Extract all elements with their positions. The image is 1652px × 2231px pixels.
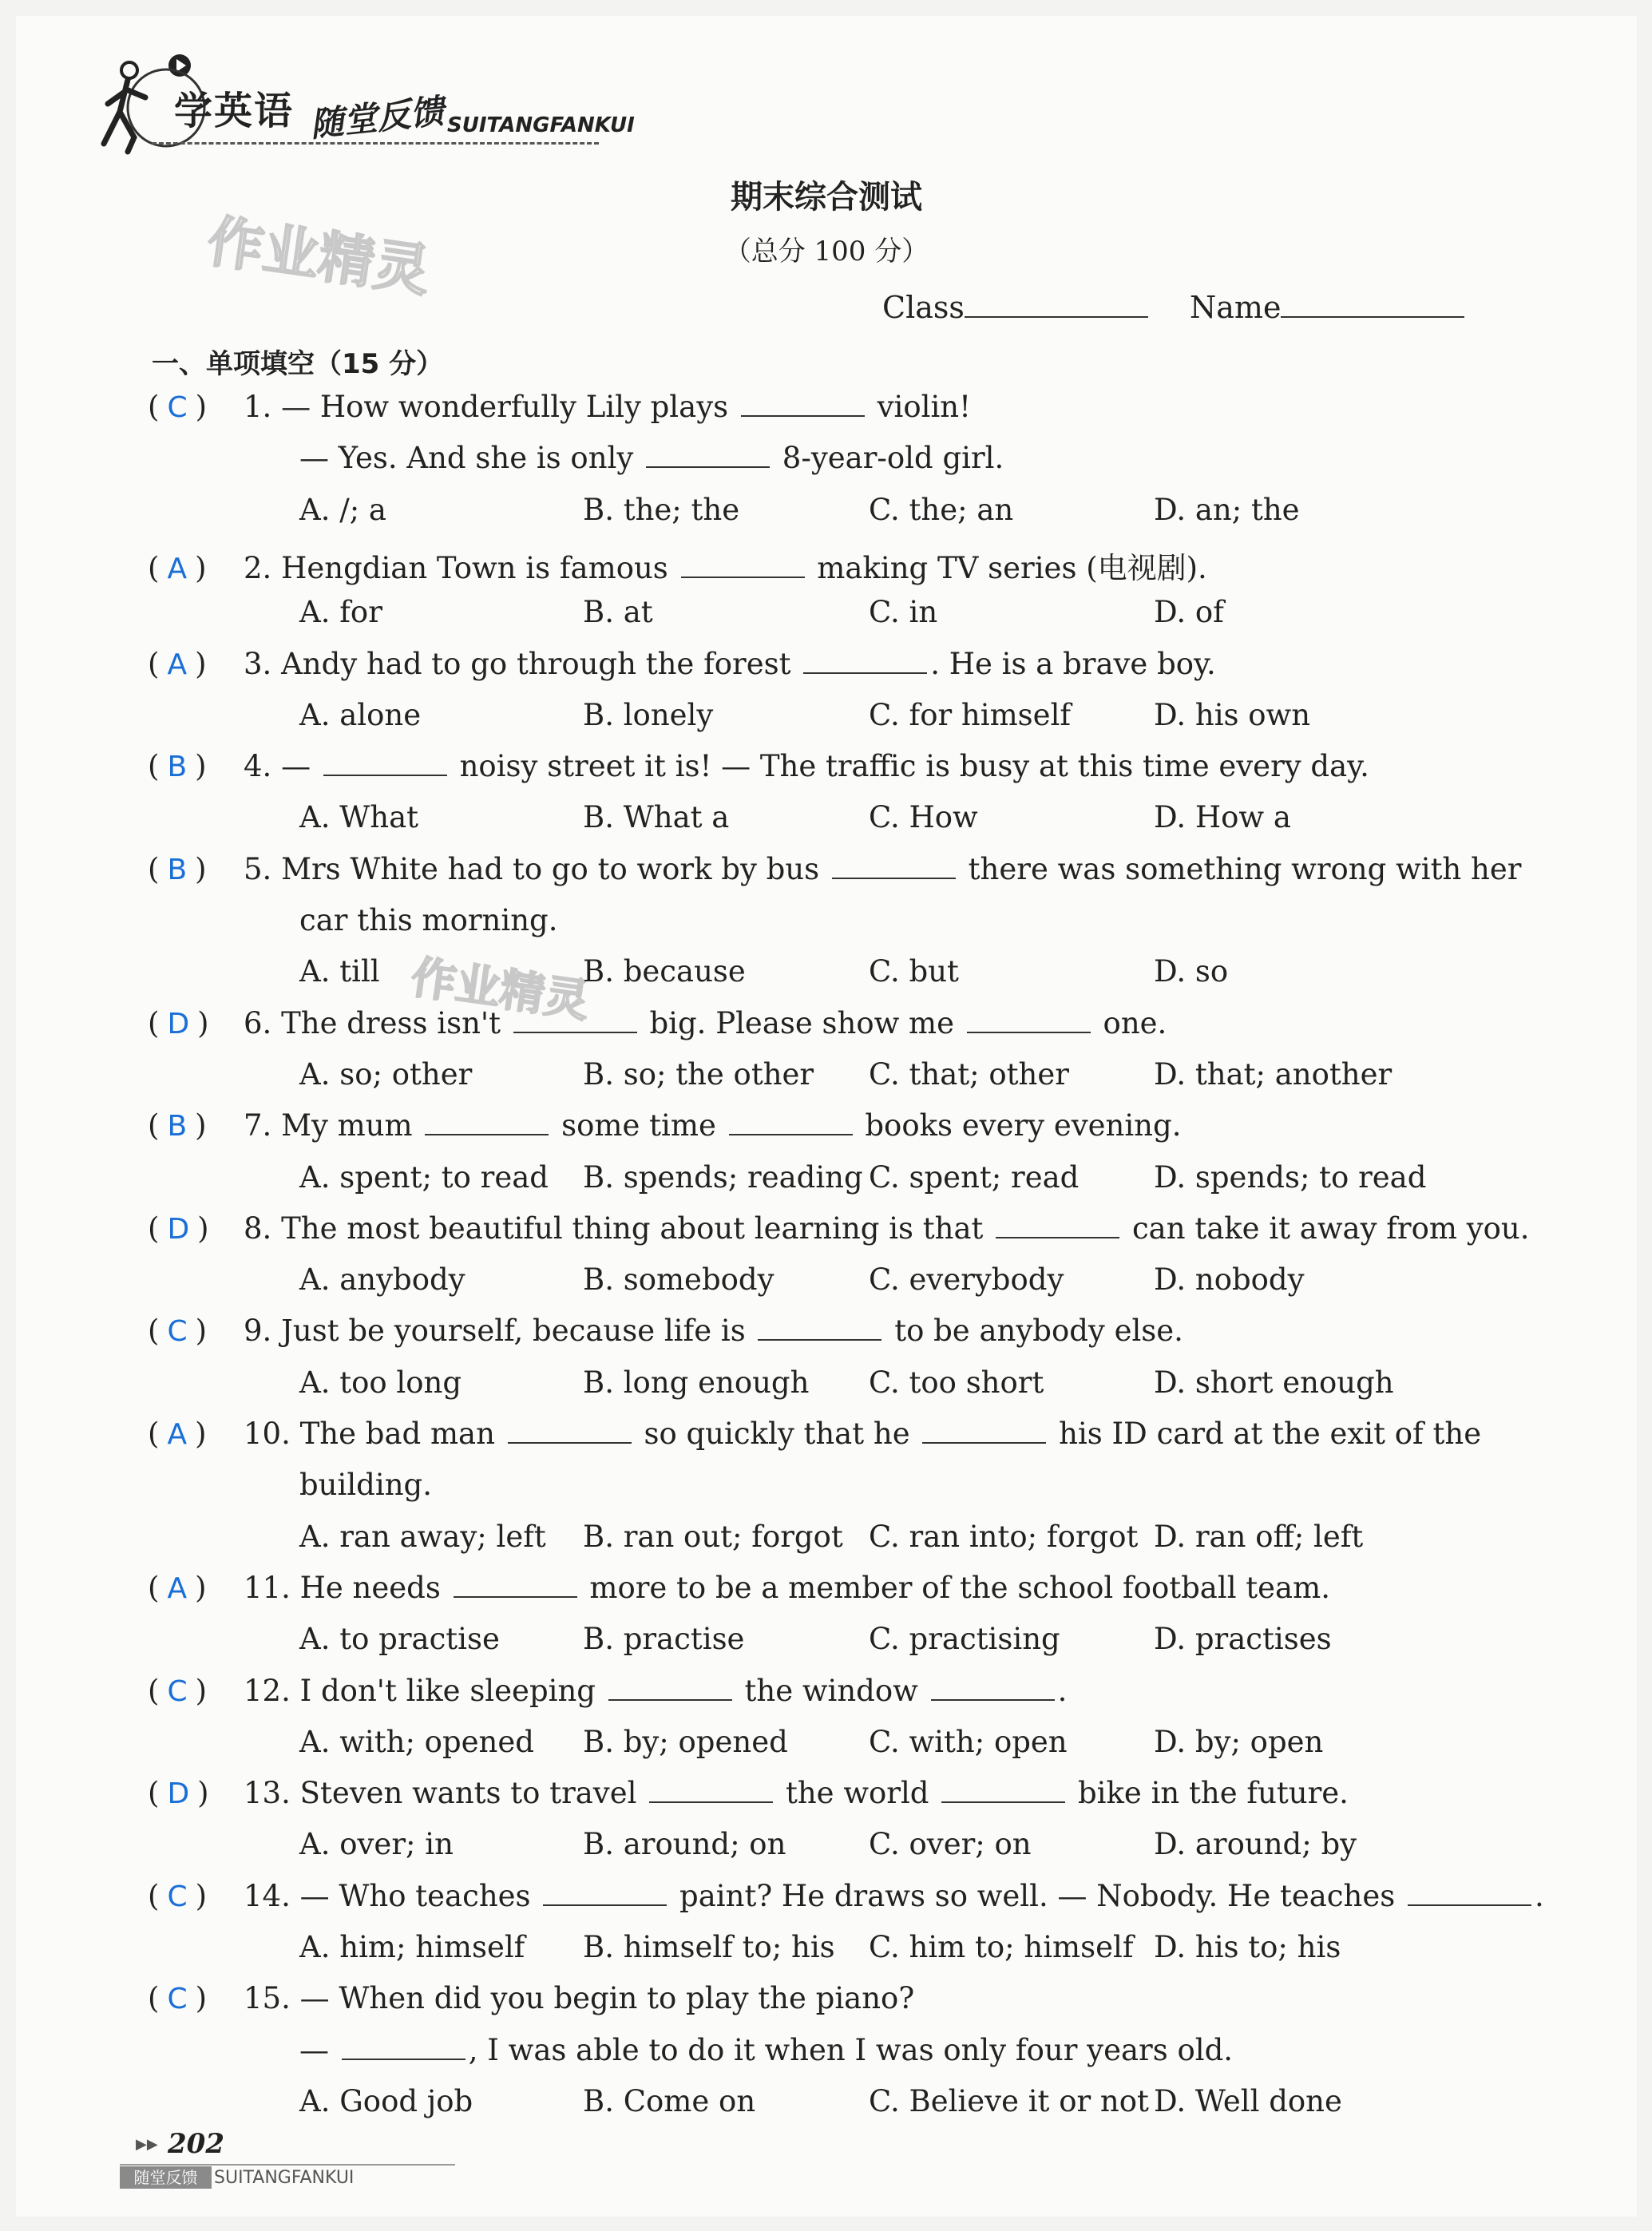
question-text: — [299,2032,339,2067]
question-text: violin! [867,390,971,424]
question-text: paint? He draws so well. — Nobody. He teaches [670,1878,1405,1913]
question-text: , I was able to do it when I was only four years old. [468,2032,1234,2067]
option-c: C. with; open [869,1724,1068,1759]
answer-bracket: ( D ) [148,1776,209,1811]
answer-blank[interactable] [729,1110,853,1135]
question-10-continued [299,1468,432,1502]
question-number: 9. [244,1314,282,1349]
question-11 [148,1571,1330,1605]
option-b: B. himself to; his [583,1930,835,1964]
answer-bracket: ( C ) [148,1314,208,1349]
question-text: I don't like sleeping [299,1673,605,1708]
answer-letter: C [167,1880,188,1913]
option-c: C. in [869,595,938,630]
option-a: A. so; other [299,1056,473,1092]
answer-letter: C [167,391,188,424]
question-15-continued [299,2033,1233,2067]
question-7 [148,1108,1181,1143]
option-c: C. that; other [869,1056,1069,1092]
option-c: C. the; an [869,492,1014,527]
page-subtitle: （总分 100 分） [723,236,929,267]
option-d: D. around; by [1154,1827,1357,1862]
option-b: B. the; the [583,492,740,527]
question-text: more to be a member of the school football team. [580,1570,1330,1605]
question-text: — When did you begin to play the piano? [299,1981,915,2016]
answer-blank[interactable] [649,1777,773,1803]
option-c: C. ran into; forgot [869,1519,1139,1554]
answer-bracket: ( B ) [148,749,207,784]
answer-bracket: ( C ) [148,1981,208,2016]
answer-blank[interactable] [832,854,956,879]
answer-blank[interactable] [931,1675,1055,1701]
option-b: B. by; opened [583,1724,788,1759]
answer-bracket: ( A ) [148,646,207,681]
question-4 [148,749,1369,783]
answer-bracket: ( C ) [148,390,208,424]
option-d: D. that; another [1154,1056,1393,1092]
question-number: 3. [244,646,282,681]
section-heading: 一、单项填空（15 分） [152,348,444,380]
question-text: so quickly that he [634,1417,920,1451]
question-text: Mrs White had to go to work by bus [281,851,829,886]
answer-blank[interactable] [681,553,805,578]
question-number: 2. [244,550,282,585]
question-text: bike in the future. [1068,1776,1349,1811]
answer-letter: D [167,1212,190,1246]
question-12 [148,1674,1067,1708]
answer-blank[interactable] [922,1418,1046,1444]
question-text: Just be yourself, because life is [281,1314,755,1349]
option-d: D. by; open [1154,1724,1324,1759]
question-3 [148,647,1216,681]
arrow-icon: ▶▶ [136,2136,158,2153]
answer-blank[interactable] [425,1110,549,1135]
footer-label: 随堂反馈 [120,2166,212,2189]
answer-bracket: ( C ) [148,1673,208,1708]
answer-blank[interactable] [1408,1880,1531,1906]
question-text: Steven wants to travel [299,1776,647,1811]
option-b: B. lonely [583,697,714,732]
answer-bracket: ( C ) [148,1878,208,1913]
question-number: 12. [244,1673,300,1708]
answer-letter: D [167,1007,190,1040]
page-title: 期末综合测试 [731,179,922,216]
question-text: building. [299,1468,432,1503]
option-c: C. Believe it or not [869,2083,1149,2118]
question-text: one. [1093,1005,1167,1040]
option-b: B. because [583,954,746,989]
answer-bracket: ( B ) [148,851,207,886]
option-a: A. spent; to read [299,1159,549,1195]
option-b: B. long enough [583,1365,810,1400]
question-number: 14. [244,1878,300,1913]
option-a: A. alone [299,697,422,732]
option-d: D. spends; to read [1154,1159,1427,1195]
name-field[interactable] [1190,287,1464,325]
option-d: D. his to; his [1154,1930,1341,1964]
option-b: B. practise [583,1622,745,1657]
option-c: C. too short [869,1365,1044,1400]
answer-bracket: ( B ) [148,1108,207,1143]
question-text: Andy had to go through the forest [281,646,801,681]
question-9 [148,1314,1183,1348]
question-text: — [281,749,320,784]
option-b: B. around; on [583,1827,786,1862]
question-6 [148,1006,1167,1040]
option-a: A. for [299,595,382,630]
answer-letter: B [167,853,188,886]
answer-letter: D [167,1777,190,1811]
question-number: 7. [244,1108,282,1143]
answer-bracket: ( D ) [148,1211,209,1246]
option-b: B. at [583,595,653,630]
answer-blank[interactable] [741,391,865,417]
option-a: A. him; himself [299,1930,525,1964]
question-13 [148,1776,1349,1810]
option-a: A. too long [299,1365,462,1400]
watermark: 作业精灵 [407,951,592,1028]
question-2 [148,544,1207,587]
question-text: his ID card at the exit of the [1049,1417,1482,1451]
brand-header [96,48,671,168]
question-number: 1. [244,390,282,424]
option-a: A. till [299,954,380,989]
question-number: 4. [244,749,282,784]
answer-blank[interactable] [513,1008,637,1033]
question-number: 11. [244,1570,300,1605]
question-text: noisy street it is! — The traffic is busy at this time every day. [450,749,1369,784]
question-text: — Who teaches [299,1878,541,1913]
answer-letter: C [167,1983,188,2016]
answer-blank[interactable] [454,1572,577,1598]
answer-letter: B [167,751,188,784]
header-divider [152,142,599,145]
question-text: the world [776,1776,939,1811]
question-number: 6. [244,1005,282,1040]
answer-bracket: ( A ) [148,1570,207,1605]
class-field[interactable] [882,287,1148,325]
question-text: My mum [281,1108,422,1143]
answer-blank[interactable] [996,1213,1119,1238]
class-label: Class [882,290,965,325]
question-text: the window [735,1673,928,1708]
answer-bracket: ( A ) [148,550,207,585]
answer-letter: A [167,1418,188,1451]
question-text: making TV series (电视剧). [807,550,1207,585]
question-text: . [1057,1673,1068,1708]
answer-blank[interactable] [646,442,770,468]
page-number: 202 [168,2128,224,2160]
option-b: B. ran out; forgot [583,1519,843,1554]
question-number: 8. [244,1211,282,1246]
question-text: He needs [299,1570,450,1605]
answer-letter: C [167,1315,188,1349]
option-a: A. with; opened [299,1724,534,1759]
question-text: car this morning. [299,903,558,937]
question-text: The dress isn't [281,1005,510,1040]
exam-page [16,16,1637,2217]
answer-letter: B [167,1110,188,1143]
question-5-continued [299,903,558,937]
answer-blank[interactable] [543,1880,667,1906]
question-14 [148,1879,1544,1913]
question-number: 10. [244,1417,300,1451]
answer-blank[interactable] [758,1315,881,1341]
brand-subtitle: 随堂反馈 [308,91,446,145]
question-text: there was something wrong with her [958,851,1522,886]
option-c: C. spent; read [869,1159,1080,1195]
question-text: some time [552,1108,726,1143]
option-d: D. of [1154,595,1224,630]
question-text: 8-year-old girl. [773,441,1004,476]
option-c: C. him to; himself [869,1930,1134,1964]
question-number: 5. [244,851,282,886]
option-c: C. practising [869,1622,1060,1657]
option-d: D. nobody [1154,1262,1305,1298]
question-number: 15. [244,1981,300,2016]
option-d: D. so [1154,954,1229,989]
option-d: D. How a [1154,800,1291,835]
question-text: Hengdian Town is famous [281,550,678,585]
answer-blank[interactable] [508,1418,632,1444]
answer-blank[interactable] [967,1008,1091,1033]
question-text: — How wonderfully Lily plays [281,390,738,424]
answer-letter: A [167,1571,188,1605]
question-5 [148,852,1521,886]
option-b: B. spends; reading [583,1159,863,1195]
answer-blank[interactable] [608,1675,732,1701]
brand-pinyin: SUITANGFANKUI [447,113,635,137]
answer-bracket: ( A ) [148,1417,207,1451]
option-c: C. over; on [869,1827,1032,1862]
footer-divider [120,2164,455,2166]
option-a: A. anybody [299,1262,465,1298]
question-text: to be anybody else. [885,1314,1183,1349]
question-text: can take it away from you. [1123,1211,1530,1246]
question-1 [148,390,971,424]
question-10 [148,1417,1481,1451]
answer-blank[interactable] [323,751,447,776]
option-c: C. for himself [869,697,1072,732]
answer-bracket: ( D ) [148,1005,209,1040]
question-8 [148,1211,1530,1246]
option-c: C. everybody [869,1262,1064,1298]
question-number: 13. [244,1776,300,1811]
option-a: A. Good job [299,2083,473,2118]
option-a: A. over; in [299,1827,454,1862]
option-a: A. to practise [299,1622,500,1657]
question-text: . He is a brave boy. [930,646,1216,681]
question-text: . [1535,1878,1544,1913]
answer-letter: A [167,552,188,585]
option-b: B. What a [583,800,730,835]
option-d: D. Well done [1154,2083,1342,2118]
option-a: A. ran away; left [299,1519,546,1554]
question-text: big. Please show me [640,1005,964,1040]
option-c: C. but [869,954,959,989]
option-d: D. short enough [1154,1365,1394,1400]
brand-title: 学英语 [174,89,295,133]
answer-letter: A [167,648,188,681]
option-a: A. /; a [299,492,386,527]
option-b: B. so; the other [583,1056,814,1092]
watermark: 作业精灵 [203,208,434,305]
question-text: The most beautiful thing about learning is that [281,1211,993,1246]
footer-pinyin: SUITANGFANKUI [214,2168,355,2188]
option-b: B. somebody [583,1262,774,1298]
option-d: D. ran off; left [1154,1519,1364,1554]
answer-letter: C [167,1674,188,1708]
question-1-continued [299,441,1004,475]
option-d: D. an; the [1154,492,1300,527]
option-c: C. How [869,800,978,835]
option-a: A. What [299,800,419,835]
question-15 [148,1981,914,2015]
option-b: B. Come on [583,2083,756,2118]
answer-blank[interactable] [803,648,927,674]
question-text: — Yes. And she is only [299,441,644,476]
question-text: The bad man [299,1417,505,1451]
option-d: D. practises [1154,1622,1332,1657]
answer-blank[interactable] [342,2035,465,2060]
answer-blank[interactable] [941,1777,1065,1803]
option-d: D. his own [1154,697,1311,732]
question-text: books every evening. [855,1108,1182,1143]
name-label: Name [1190,290,1282,325]
